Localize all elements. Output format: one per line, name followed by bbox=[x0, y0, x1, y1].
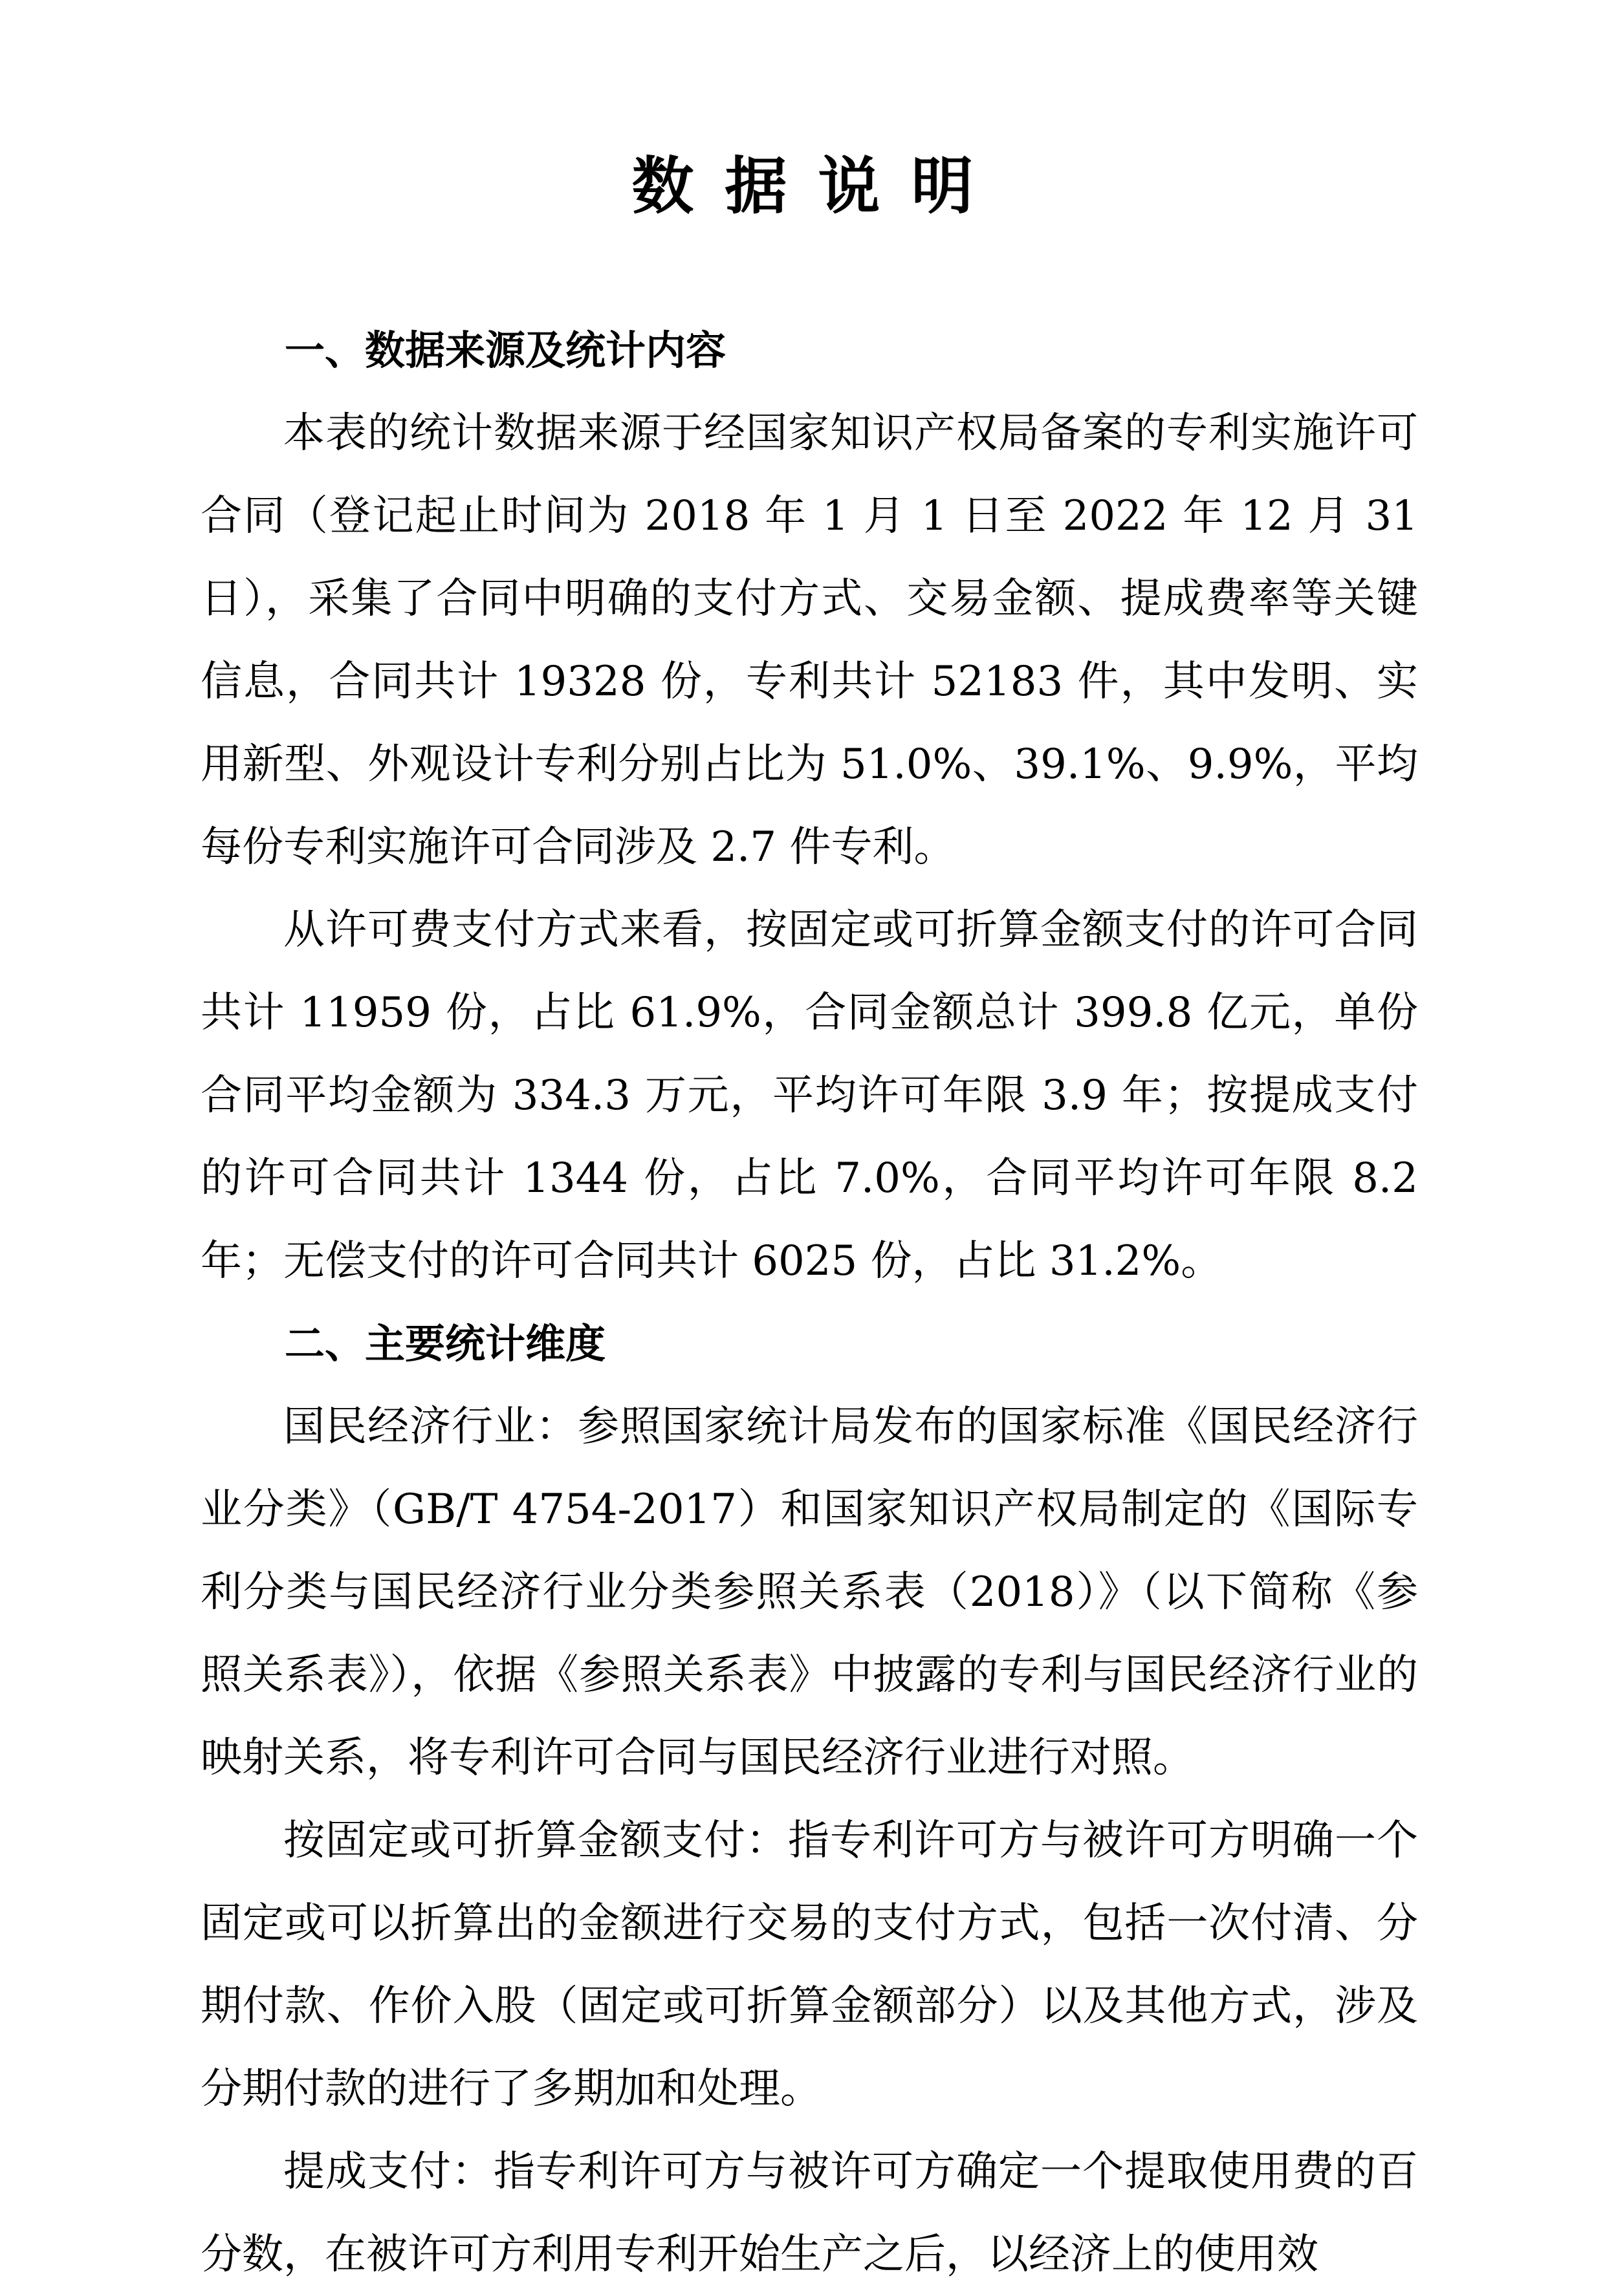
paragraph-fixed-amount: 按固定或可折算金额支付：指专利许可方与被许可方明确一个固定或可以折算出的金额进行交易的支付方式，包括一次付清、分期付款、作价入股（固定或可折算金额部分）以及其他方式，涉及分期付款的进行了多期加和处理。 bbox=[201, 1817, 1418, 2113]
paragraph-data-source: 本表的统计数据来源于经国家知识产权局备案的专利实施许可合同（登记起止时间为 2018 年 1 月 1 日至 2022 年 12 月 31 日），采集了合同中明确的支付方式、交易金额、提成费率等关键信息，合同共计 19328 份，专利共计 52183 件，其中发明、实用新型、外观设计专利分别占比为 51.0%、39.1%、9.9%，平均每份专利实施许可合同涉及 2.7 件专利。 bbox=[201, 409, 1418, 871]
section-heading-dimensions: 二、主要统计维度 bbox=[285, 1320, 606, 1367]
paragraph-industry: 国民经济行业：参照国家统计局发布的国家标准《国民经济行业分类》（GB/T 4754-2017）和国家知识产权局制定的《国际专利分类与国民经济行业分类参照关系表（2018）》（以下简称《参照关系表》），依据《参照关系表》中披露的专利与国民经济行业的映射关系，将专利许可合同与国民经济行业进行对照。 bbox=[201, 1403, 1418, 1782]
section-heading-data-source: 一、数据来源及统计内容 bbox=[285, 327, 726, 374]
page-title: 数据说明 bbox=[631, 149, 1005, 222]
paragraph-royalty: 提成支付：指专利许可方与被许可方确定一个提取使用费的百分数，在被许可方利用专利开始生产之后，以经济上的使用效 bbox=[201, 2148, 1418, 2279]
document-body bbox=[201, 309, 1418, 2296]
paragraph-payment-methods: 从许可费支付方式来看，按固定或可折算金额支付的许可合同共计 11959 份，占比 61.9%，合同金额总计 399.8 亿元，单份合同平均金额为 334.3 万元，平均许可年限 3.9 年；按提成支付的许可合同共计 1344 份，占比 7.0%，合同平均许可年限 8.2 年；无偿支付的许可合同共计 6025 份，占比 31.2%。 bbox=[201, 906, 1418, 1285]
